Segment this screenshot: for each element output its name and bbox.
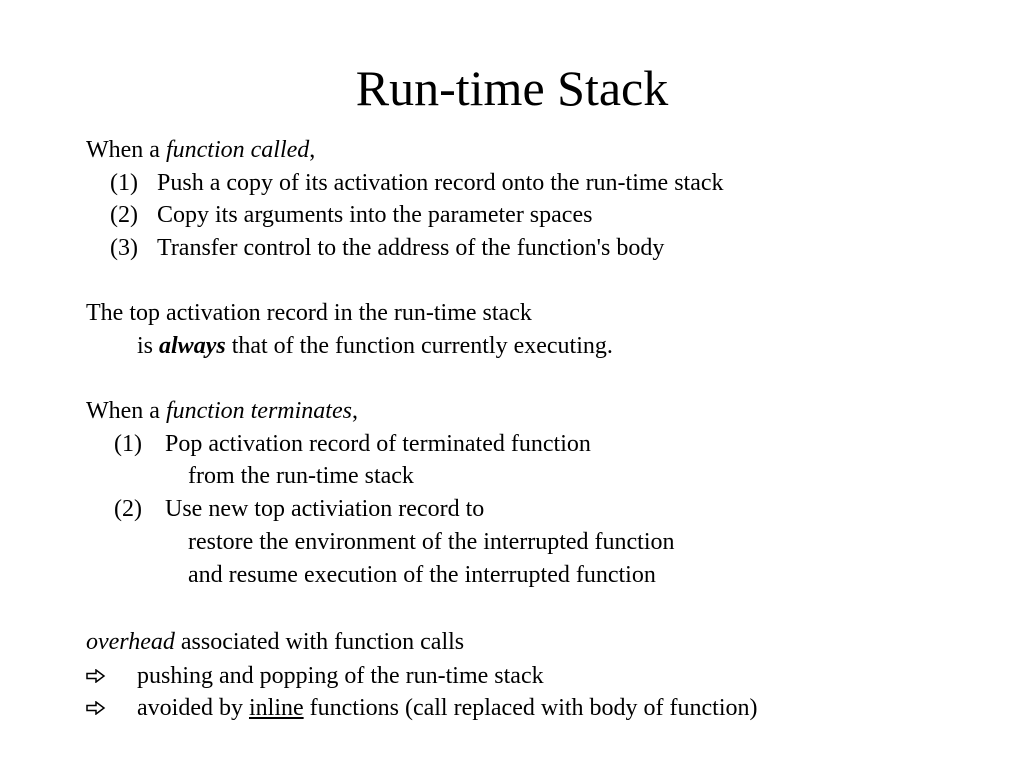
overhead-bullet-1: pushing and popping of the run-time stack — [137, 663, 544, 689]
step-text: Pop activation record of terminated function — [165, 431, 591, 457]
call-step-2 — [110, 199, 592, 231]
step-number: (1) — [114, 431, 142, 457]
top-record-statement-continued: is always that of the function currently executing. — [137, 333, 613, 359]
function-terminates-emphasis: function terminates — [165, 398, 352, 424]
terminate-step-1 — [114, 428, 591, 460]
function-called-emphasis: function called — [165, 137, 310, 163]
hollow-right-arrow-icon — [86, 660, 110, 692]
always-emphasis: always — [159, 333, 226, 359]
step-number: (1) — [110, 170, 138, 196]
call-step-3 — [110, 232, 664, 264]
terminate-step-2-continued: restore the environment of the interrupted function — [188, 529, 675, 555]
step-text: Push a copy of its activation record onto the run-time stack — [157, 170, 724, 196]
function-called-intro: When a function called, — [86, 137, 316, 163]
hollow-right-arrow-icon — [86, 692, 110, 724]
step-number: (3) — [110, 235, 138, 261]
overhead-bullet-2: avoided by inline functions (call replaced with body of function) — [137, 695, 758, 721]
step-text: Transfer control to the address of the function's body — [157, 235, 665, 261]
function-terminates-intro: When a function terminates, — [86, 398, 358, 424]
overhead-intro: overhead associated with function calls — [86, 629, 465, 655]
step-text: Use new top activiation record to — [165, 496, 485, 522]
step-number: (2) — [114, 496, 142, 522]
top-record-statement: The top activation record in the run-time stack — [86, 300, 532, 326]
terminate-step-1-continued: from the run-time stack — [188, 463, 414, 489]
step-text: Copy its arguments into the parameter spaces — [157, 202, 593, 228]
call-step-1 — [110, 167, 724, 199]
inline-underlined-term: inline — [248, 695, 304, 721]
step-number: (2) — [110, 202, 138, 228]
terminate-step-2-continued: and resume execution of the interrupted function — [188, 562, 656, 588]
slide-title: Run-time Stack — [355, 60, 669, 116]
overhead-emphasis: overhead — [86, 629, 175, 655]
terminate-step-2 — [114, 493, 484, 525]
